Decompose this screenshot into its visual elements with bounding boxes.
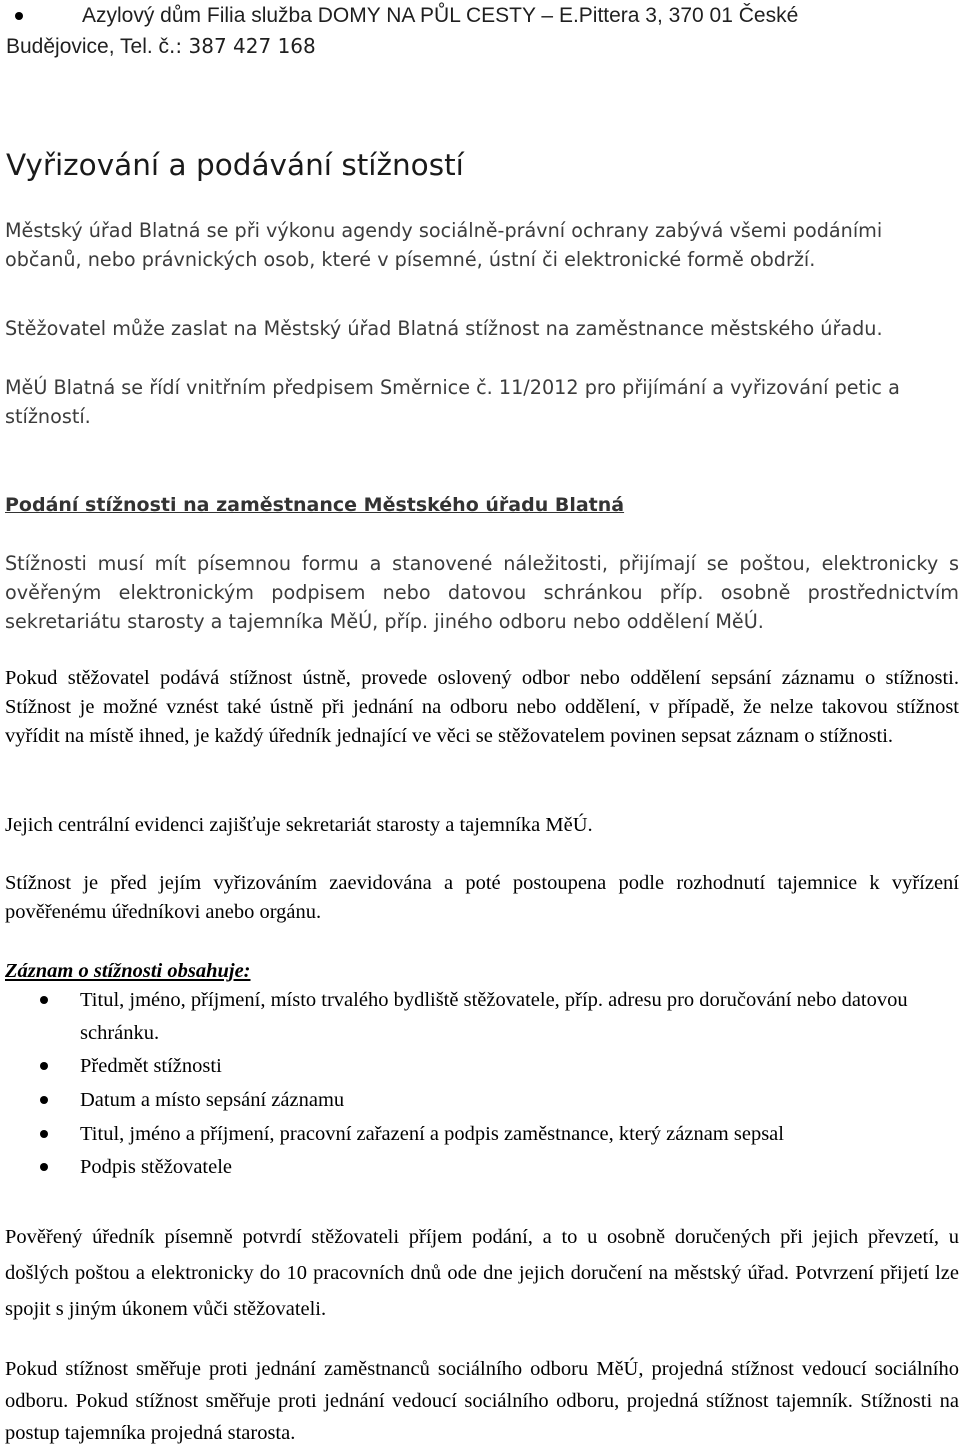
form-requirements-paragraph: Stížnosti musí mít písemnou formu a stanovené náležitosti, přijímají se poštou, elektronicky s ověřeným elektronickým podpisem nebo datovou schránkou příp. osobně prostřednictvím sekretariátu starosty a tajemníka MěÚ, příp. jiného odboru nebo oddělení MěÚ.	[5, 552, 959, 633]
directive-paragraph: MěÚ Blatná se řídí vnitřním předpisem Směrnice č. 11/2012 pro přijímání a vyřizování petic a stížností.	[5, 376, 900, 428]
bullet-icon	[40, 996, 48, 1004]
section-heading: Podání stížnosti na zaměstnance Městského úřadu Blatná	[5, 494, 625, 516]
oral-complaint-paragraph: Pokud stěžovatel podává stížnost ústně, provede oslovený odbor nebo oddělení sepsání záznamu o stížnosti. Stížnost je možné vznést také ústně při jednání na odboru nebo oddělení, v případě, že nelze takovou stížnost vyřídit na místě ihned, je každý úředník jednající ve věci se stěžovatelem povinen sepsat záznam o stížnosti.	[5, 667, 959, 747]
record-item: Titul, jméno, příjmení, místo trvalého bydliště stěžovatele, příp. adresu pro doručování nebo datovou schránku.	[80, 989, 908, 1044]
central-register-paragraph: Jejich centrální evidenci zajišťuje sekretariát starosty a tajemníka MěÚ.	[5, 814, 593, 836]
bullet-icon	[40, 1062, 48, 1070]
bullet-icon	[40, 1130, 48, 1138]
contact-line-2	[6, 31, 958, 62]
registration-paragraph: Stížnost je před jejím vyřizováním zaevidována a poté postoupena podle rozhodnutí tajemnice k vyřízení pověřenému úředníkovi anebo orgánu.	[5, 872, 959, 923]
contact-phone: .: 387 427 168	[169, 34, 316, 58]
complaint-send-paragraph: Stěžovatel může zaslat na Městský úřad Blatná stížnost na zaměstnance městského úřadu.	[5, 317, 883, 340]
page-title: Vyřizování a podávání stížností	[6, 148, 464, 182]
record-item: Podpis stěžovatele	[80, 1156, 233, 1178]
responsibility-paragraph: Pokud stížnost směřuje proti jednání zaměstnanců sociálního odboru MěÚ, projedná stížnost vedoucí sociálního odboru. Pokud stížnost směřuje proti jednání vedoucí sociálního odboru, projedná stížnost tajemník. Stížnosti na postup tajemníka projedná starosta.	[5, 1358, 959, 1444]
contact-line-1: Azylový dům Filia služba DOMY NA PŮL CESTY – E.Pittera 3, 370 01 České	[82, 4, 799, 27]
confirmation-paragraph: Pověřený úředník písemně potvrdí stěžovateli příjem podání, a to u osobně doručených při jejich převzetí, u došlých poštou a elektronicky do 10 pracovních dnů ode dne jejich doručení na městský úřad. Potvrzení přijetí lze spojit s jiným úkonem vůči stěžovateli.	[5, 1226, 959, 1320]
header-contact-bullet	[6, 0, 958, 62]
bullet-icon	[40, 1096, 48, 1104]
bullet-icon	[40, 1163, 48, 1171]
record-item: Předmět stížnosti	[80, 1055, 222, 1077]
contact-line-2-text: Budějovice, Tel. č	[6, 35, 170, 58]
record-item: Titul, jméno a příjmení, pracovní zařazení a podpis zaměstnance, který záznam sepsal	[80, 1123, 784, 1145]
record-heading: Záznam o stížnosti obsahuje:	[5, 960, 251, 982]
record-item: Datum a místo sepsání záznamu	[80, 1089, 345, 1111]
intro-paragraph: Městský úřad Blatná se při výkonu agendy sociálně-právní ochrany zabývá všemi podáními občanů, nebo právnických osob, které v písemné, ústní či elektronické formě obdrží.	[5, 219, 883, 271]
